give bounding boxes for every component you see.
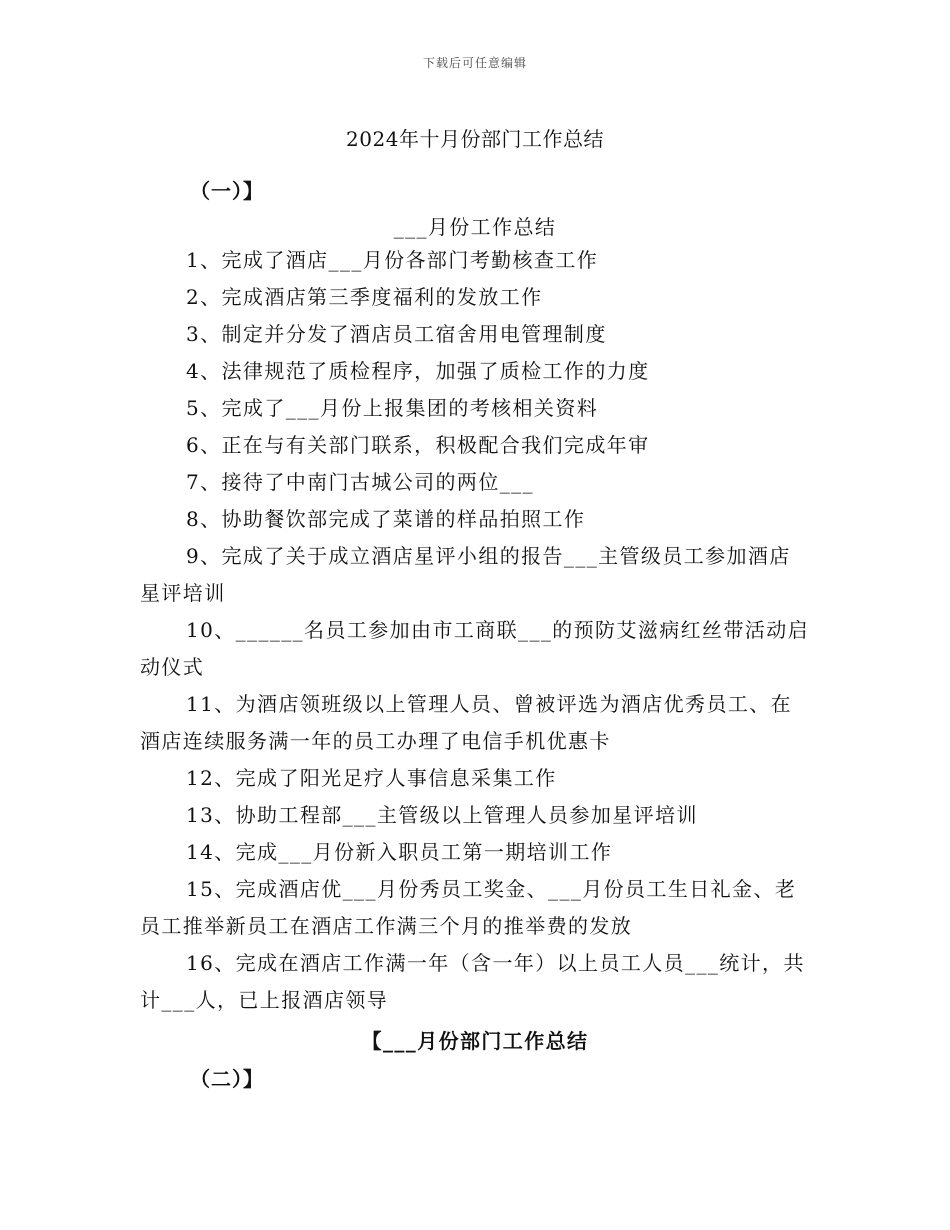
section-1-marker: （一）】 [190, 179, 264, 203]
list-item-continuation: 员工推举新员工在酒店工作满三个月的推举费的发放 [140, 914, 633, 938]
list-item: 10、______名员工参加由市工商联___的预防艾滋病红丝带活动启 [186, 618, 810, 642]
list-item-continuation: 星评培训 [140, 581, 226, 605]
work-items-list [140, 242, 820, 1019]
list-item: 5、完成了___月份上报集团的考核相关资料 [186, 396, 599, 420]
list-item: 8、协助餐饮部完成了菜谱的样品拍照工作 [186, 507, 586, 531]
section-2-heading: 【___月份部门工作总结 [361, 1029, 589, 1053]
list-item: 11、为酒店领班级以上管理人员、曾被评选为酒店优秀员工、在 [186, 692, 793, 716]
list-item: 14、完成___月份新入职员工第一期培训工作 [186, 840, 613, 864]
list-item: 12、完成了阳光足疗人事信息采集工作 [186, 766, 557, 790]
list-item: 6、正在与有关部门联系，积极配合我们完成年审 [186, 433, 650, 457]
list-item: 16、完成在酒店工作满一年（含一年）以上员工人员___统计，共 [186, 951, 805, 975]
section-1-heading: ___月份工作总结 [393, 215, 557, 239]
list-item: 13、协助工程部___主管级以上管理人员参加星评培训 [186, 803, 698, 827]
list-item: 1、完成了酒店___月份各部门考勤核查工作 [186, 248, 599, 272]
list-item-continuation: 酒店连续服务满一年的员工办理了电信手机优惠卡 [140, 729, 611, 753]
list-item: 7、接待了中南门古城公司的两位___ [186, 470, 534, 494]
section-2-marker: （二）】 [190, 1067, 264, 1091]
list-item: 15、完成酒店优___月份秀员工奖金、___月份员工生日礼金、老 [186, 877, 797, 901]
header-note: 下载后可任意编辑 [422, 56, 527, 70]
list-item-continuation: 计___人，已上报酒店领导 [140, 988, 389, 1012]
list-item: 3、制定并分发了酒店员工宿舍用电管理制度 [186, 322, 607, 346]
list-item: 4、法律规范了质检程序，加强了质检工作的力度 [186, 359, 650, 383]
list-item-continuation: 动仪式 [140, 655, 205, 679]
document-title: 2024年十月份部门工作总结 [346, 127, 604, 151]
list-item: 9、完成了关于成立酒店星评小组的报告___主管级员工参加酒店 [186, 544, 791, 568]
list-item: 2、完成酒店第三季度福利的发放工作 [186, 285, 543, 309]
